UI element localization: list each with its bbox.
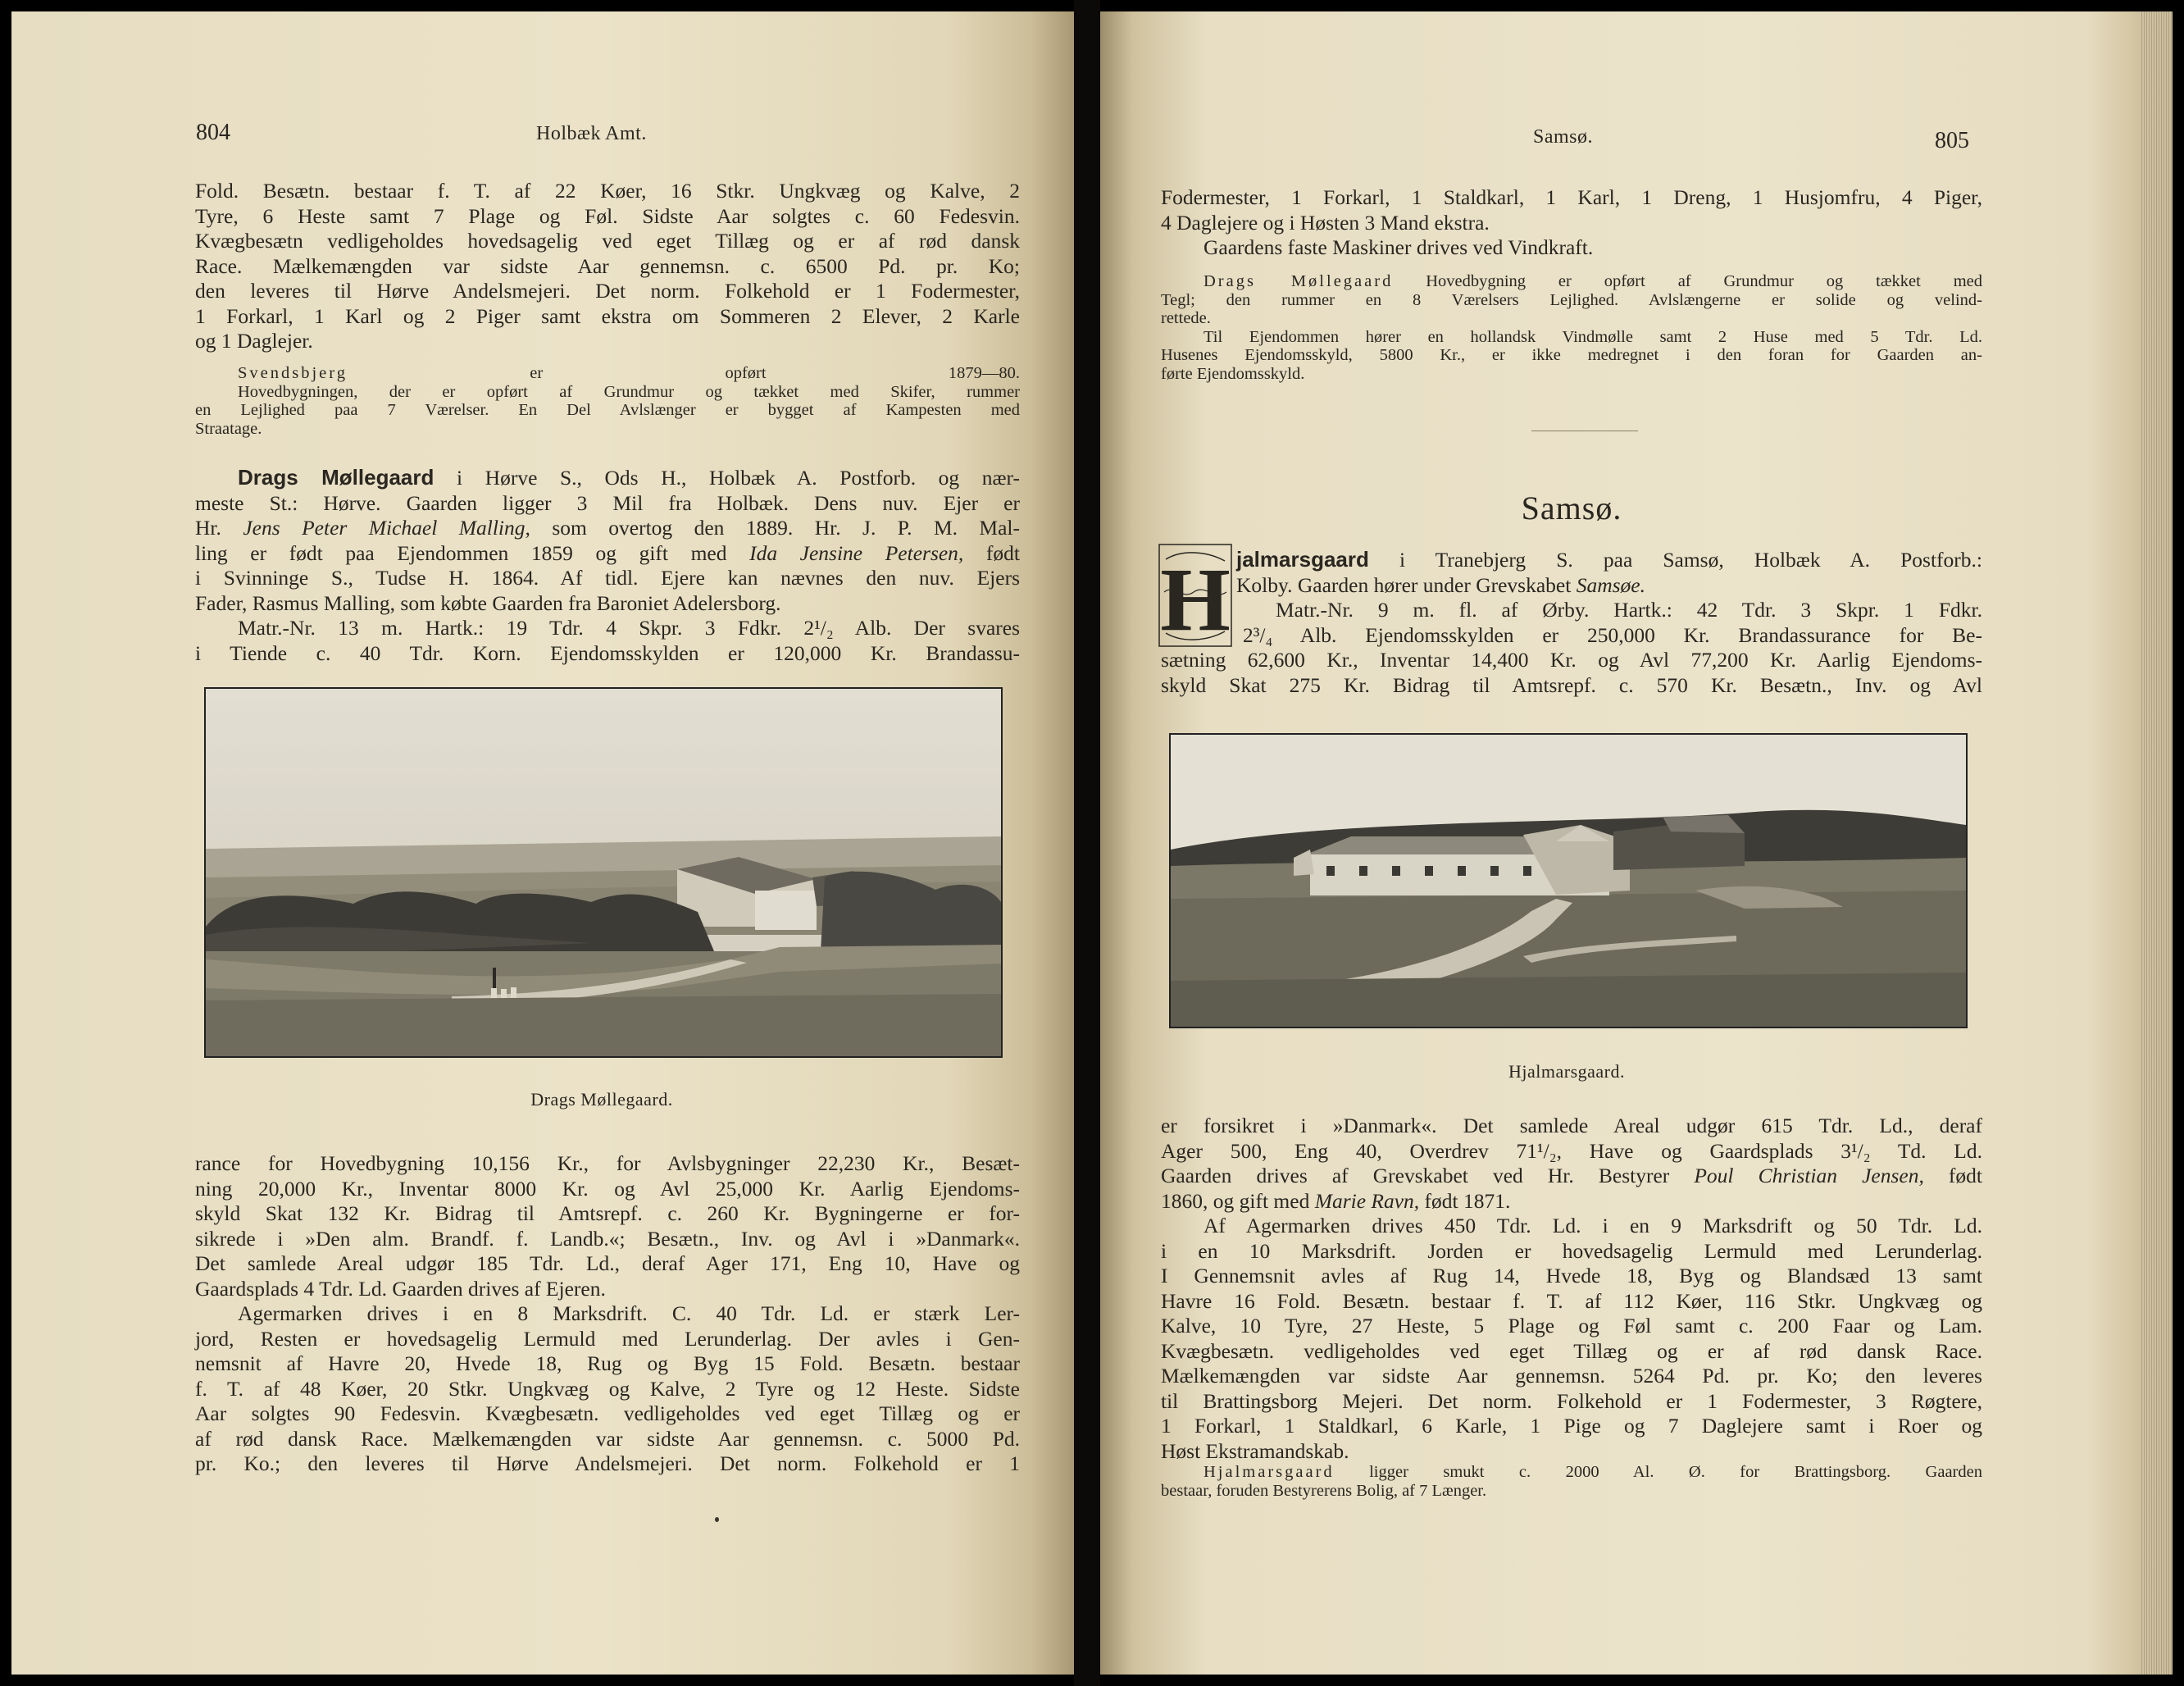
- bottom-paragraph: [195, 1151, 1020, 1477]
- text-line: Kalve, 10 Tyre, 27 Heste, 5 Plage og Føl samt c. 200 Faar og Lam.: [1161, 1314, 1982, 1337]
- text-line: Aar solgtes 90 Fedesvin. Kvægbesætn. vedligeholdes ved eget Tillæg og er: [195, 1401, 1020, 1425]
- text-line: Fodermester, 1 Forkarl, 1 Staldkarl, 1 Karl, 1 Dreng, 1 Husjomfru, 4 Piger,: [1161, 185, 1982, 209]
- after-photo-paragraph: [1161, 1114, 1982, 1464]
- text-line: Fader, Rasmus Malling, som købte Gaarden fra Baroniet Adelersborg.: [195, 590, 781, 615]
- print-speck: [715, 1517, 719, 1522]
- small-note: [195, 364, 1020, 438]
- text-line: Ager 500, Eng 40, Overdrev 71¹/₂, Have og Gaardsplads 3¹/₂ Td. Ld.: [1161, 1138, 1982, 1163]
- photo-caption: Hjalmarsgaard.: [1508, 1061, 1625, 1082]
- note-line: førte Ejendomsskyld.: [1161, 364, 1305, 383]
- text-line: i en 10 Marksdrift. Jorden er hovedsagelig Lermuld med Lerunderlag.: [1161, 1238, 1982, 1263]
- text-line: 4 Daglejere og i Høsten 3 Mand ekstra.: [1161, 210, 1490, 235]
- text-line: Gaardens faste Maskiner drives ved Vindkraft.: [1203, 235, 1594, 259]
- text-line: Mælkemængden var sidste Aar gennemsn. 5264 Pd. pr. Ko; den leveres: [1161, 1364, 1982, 1388]
- note-line: Til Ejendommen hører en hollandsk Vindmølle samt 2 Huse med 5 Tdr. Ld.: [1203, 327, 1982, 346]
- text-line: ning 20,000 Kr., Inventar 8000 Kr. og Avl 25,000 Kr. Aarlig Ejendoms-: [195, 1176, 1020, 1201]
- text-span: ling er født paa Ejendommen 1859 og gift med: [195, 540, 750, 565]
- entry-hjalmarsgaard: [1161, 547, 1982, 698]
- text-line: den leveres til Hørve Andelsmejeri. Det norm. Folkehold er 1 Fodermester,: [195, 279, 1020, 303]
- text-span: Gaarden drives af Grevskabet ved Hr. Bestyrer: [1161, 1164, 1695, 1187]
- entry-title: jalmarsgaard: [1236, 547, 1369, 572]
- right-page: [1100, 11, 2173, 1675]
- text-line: Gaardsplads 4 Tdr. Ld. Gaarden drives af Ejeren.: [195, 1276, 606, 1301]
- entry-title: Drags Møllegaard: [238, 465, 435, 490]
- note-text: ligger smukt c. 2000 Al. Ø. for Brattingsborg. Gaarden: [1334, 1463, 1982, 1481]
- running-head: Samsø.: [1533, 126, 1594, 148]
- text-line: jord, Resten er hovedsagelig Lermuld med Lerunderlag. Der avles i Gen-: [195, 1326, 1020, 1351]
- note-text: Hovedbygning er opført af Grundmur og tækket med: [1393, 272, 1982, 290]
- section-title: Samsø.: [1521, 490, 1622, 526]
- photo-hjalmarsgaard: [1169, 733, 1968, 1028]
- text-line: Kvægbesætn. vedligeholdes ved eget Tillæg og er af rød dansk Race.: [1161, 1338, 1982, 1363]
- farm-landscape-photo: [1171, 735, 1966, 1027]
- book-gutter: [1074, 0, 1100, 1686]
- text-line: Matr.-Nr. 9 m. fl. af Ørby. Hartk.: 42 Tdr. 3 Skpr. 1 Fdkr.: [1276, 598, 1982, 622]
- note-name: Drags Møllegaard: [1203, 272, 1394, 290]
- text-line: Race. Mælkemængden var sidste Aar gennemsn. c. 6500 Pd. pr. Ko;: [195, 253, 1020, 278]
- owner-name: Jens Peter Michael Malling,: [243, 516, 530, 540]
- text-line: Af Agermarken drives 450 Tdr. Ld. i en 9 Marksdrift og 50 Tdr. Ld.: [1203, 1214, 1982, 1237]
- note-name: Hjalmarsgaard: [1203, 1463, 1335, 1481]
- text-line: af rød dansk Race. Mælkemængden var sidste Aar gennemsn. c. 5000 Pd.: [195, 1426, 1020, 1451]
- text-line: skyld Skat 132 Kr. Bidrag til Amtsrepf. c. 260 Kr. Bygningerne er for-: [195, 1201, 1020, 1225]
- text-span: som overtog den 1889. Hr. J. P. M. Mal-: [530, 516, 1021, 540]
- note-line: rettede.: [1161, 309, 1211, 327]
- text-line: Agermarken drives i en 8 Marksdrift. C. 40 Tdr. Ld. er stærk Ler-: [238, 1301, 1020, 1325]
- photo-caption: Drags Møllegaard.: [530, 1089, 673, 1110]
- spouse-name: Marie Ravn,: [1314, 1188, 1420, 1213]
- note-line: Hovedbygningen, der er opført af Grundmur og tækket med Skifer, rummer: [238, 382, 1020, 401]
- text-span: født: [963, 540, 1020, 565]
- top-paragraph: [1161, 185, 1982, 261]
- text-line: meste St.: Hørve. Gaarden ligger 3 Mil fra Holbæk. Dens nuv. Ejer er: [195, 490, 1020, 515]
- text-line: til Brattingsborg Mejeri. Det norm. Folkehold er 1 Fodermester, 3 Røgtere,: [1161, 1388, 1982, 1413]
- note-line: en Lejlighed paa 7 Værelser. En Del Avlslænger er bygget af Kampesten med: [195, 401, 1020, 419]
- note-name: Svendsbjerg: [238, 364, 348, 382]
- text-line: i Svinninge S., Tudse H. 1864. Af tidl. Ejere kan nævnes den nuv. Ejers: [195, 566, 1020, 590]
- top-paragraph: [195, 179, 1020, 354]
- text-span: 1860, og gift med: [1161, 1188, 1315, 1213]
- text-line: sikrede i »Den alm. Brandf. f. Landb.«; Besætn., Inv. og Avl i »Danmark«.: [195, 1226, 1020, 1251]
- text-line: i Hørve S., Ods H., Holbæk A. Postforb. og nær-: [434, 466, 1020, 490]
- note-line: bestaar, foruden Bestyrerens Bolig, af 7 Længer.: [1161, 1481, 1487, 1500]
- farm-landscape-photo: [206, 689, 1001, 1056]
- photo-drags-mollegaard: [204, 687, 1003, 1058]
- text-line: 1 Forkarl, 1 Staldkarl, 6 Karle, 1 Pige og 7 Daglejere samt i Roer og: [1161, 1414, 1982, 1438]
- text-line: 1 Forkarl, 1 Karl og 2 Piger samt ekstra om Sommeren 2 Elever, 2 Karle: [195, 303, 1020, 328]
- page-number: 805: [1935, 128, 1969, 153]
- text-line: 2³/₄ Alb. Ejendomsskylden er 250,000 Kr. Brandassurance for Be-: [1243, 622, 1982, 647]
- small-note: [1161, 272, 1982, 383]
- text-line: Tyre, 6 Heste samt 7 Plage og Føl. Sidste Aar solgtes c. 60 Fedesvin.: [195, 203, 1020, 228]
- text-span: Kolby. Gaarden hører under Grevskabet: [1236, 572, 1577, 597]
- text-span: født: [1923, 1164, 1982, 1187]
- text-span: Hr.: [195, 516, 243, 540]
- final-note: [1161, 1463, 1982, 1500]
- text-line: Høst Ekstramandskab.: [1161, 1438, 1349, 1463]
- entry-drags-mollegaard: [195, 465, 1020, 666]
- spouse-name: Ida Jensine Petersen,: [749, 540, 964, 565]
- text-line: og 1 Daglejer.: [195, 329, 313, 353]
- text-line: Matr.-Nr. 13 m. Hartk.: 19 Tdr. 4 Skpr. 3 Fdkr. 2¹/₂ Alb. Der svares: [238, 616, 1020, 640]
- text-line: rance for Hovedbygning 10,156 Kr., for Avlsbygninger 22,230 Kr., Besæt-: [195, 1151, 1020, 1175]
- text-line: Havre 16 Fold. Besætn. bestaar f. T. af 112 Køer, 116 Stkr. Ungkvæg og: [1161, 1288, 1982, 1313]
- text-line: f. T. af 48 Køer, 20 Stkr. Ungkvæg og Kalve, 2 Tyre og 12 Heste. Sidste: [195, 1376, 1020, 1401]
- text-line: Det samlede Areal udgør 185 Tdr. Ld., deraf Ager 171, Eng 10, Have og: [195, 1251, 1020, 1275]
- text-line: i Tiende c. 40 Tdr. Korn. Ejendomsskylden er 120,000 Kr. Brandassu-: [195, 640, 1020, 665]
- text-line: sætning 62,600 Kr., Inventar 14,400 Kr. og Avl 77,200 Kr. Aarlig Ejendoms-: [1161, 648, 1982, 672]
- note-line: Tegl; den rummer en 8 Værelsers Lejlighed. Avlslængerne er solide og velind-: [1161, 290, 1982, 309]
- note-line: Husenes Ejendomsskyld, 5800 Kr., er ikke medregnet i den foran for Gaarden an-: [1161, 346, 1982, 364]
- text-line: Kvægbesætn vedligeholdes hovedsagelig ved eget Tillæg og er af rød dansk: [195, 229, 1020, 253]
- text-line: pr. Ko.; den leveres til Hørve Andelsmejeri. Det norm. Folkehold er 1: [195, 1451, 1020, 1475]
- text-line: I Gennemsnit avles af Rug 14, Hvede 18, Byg og Blandsæd 13 samt: [1161, 1264, 1982, 1287]
- text-line: i Tranebjerg S. paa Samsø, Holbæk A. Postforb.:: [1368, 548, 1982, 572]
- note-text: er opført 1879—80.: [347, 364, 1020, 382]
- page-number: 804: [196, 120, 230, 145]
- manager-name: Poul Christian Jensen,: [1694, 1164, 1924, 1187]
- estate-name: Samsøe.: [1576, 572, 1645, 597]
- dropcap-letter: H: [1160, 549, 1231, 648]
- running-head: Holbæk Amt.: [536, 123, 647, 144]
- text-line: nemsnit af Havre 20, Hvede 18, Rug og Byg 15 Fold. Besætn. bestaar: [195, 1351, 1020, 1375]
- text-span: født 1871.: [1419, 1188, 1511, 1213]
- page-edge: [2140, 11, 2173, 1675]
- text-line: er forsikret i »Danmark«. Det samlede Areal udgør 615 Tdr. Ld., deraf: [1161, 1114, 1982, 1137]
- left-page: [11, 11, 1074, 1675]
- note-line: Straatage.: [195, 419, 262, 438]
- text-line: skyld Skat 275 Kr. Bidrag til Amtsrepf. c. 570 Kr. Besætn., Inv. og Avl: [1161, 672, 1982, 697]
- text-line: Fold. Besætn. bestaar f. T. af 22 Køer, 16 Stkr. Ungkvæg og Kalve, 2: [195, 179, 1020, 203]
